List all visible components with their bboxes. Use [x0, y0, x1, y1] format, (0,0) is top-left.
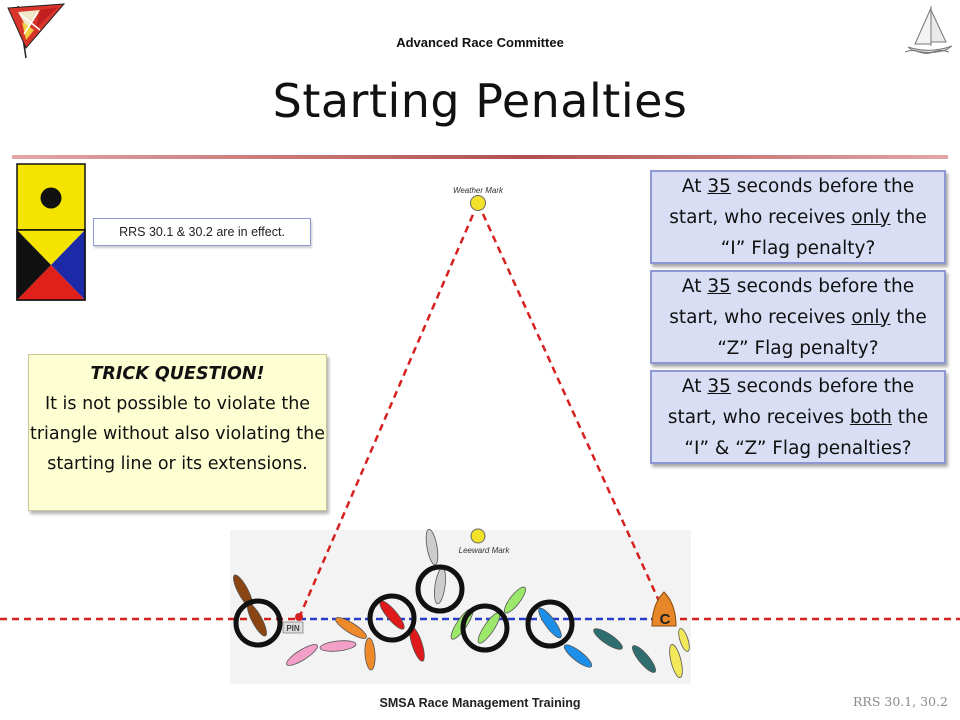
- header-label: Advanced Race Committee: [396, 35, 564, 50]
- i-flag-icon: [17, 164, 85, 230]
- question-text: At: [681, 375, 708, 397]
- question-text: seconds before the start, who receives: [669, 175, 915, 228]
- pin-end-marker-icon: [295, 613, 303, 621]
- question-text: the “I” Flag penalty?: [720, 206, 927, 259]
- question-text: At: [681, 275, 708, 297]
- question-text: the “I” & “Z” Flag penalties?: [684, 406, 929, 459]
- question-emphasis: 35: [707, 375, 731, 397]
- question-box-z-flag: [650, 270, 946, 364]
- question-emphasis: only: [851, 306, 891, 328]
- trick-question-title: TRICK QUESTION!: [90, 364, 265, 384]
- leeward-mark-icon: [471, 529, 485, 543]
- question-emphasis: both: [849, 406, 892, 428]
- weather-mark-label: Weather Mark: [452, 186, 504, 195]
- question-box-i-flag: [650, 170, 946, 264]
- club-burgee-logo: [8, 4, 64, 58]
- question-text: seconds before the start, who receives: [669, 275, 915, 328]
- leeward-mark-label: Leeward Mark: [458, 546, 510, 555]
- question-text: At: [681, 175, 708, 197]
- question-emphasis: 35: [707, 175, 731, 197]
- weather-mark-icon: [471, 196, 486, 211]
- pin-label: PIN: [286, 624, 300, 633]
- question-box-both-flags: [650, 370, 946, 464]
- footer-rule-reference: RRS 30.1, 30.2: [853, 694, 948, 709]
- question-emphasis: only: [851, 206, 891, 228]
- sailboat-logo: [905, 6, 952, 54]
- trick-question-body: It is not possible to violate the triangle without also violating the starting line or its extensions.: [29, 394, 326, 474]
- page-title: Starting Penalties: [272, 74, 688, 128]
- z-flag-icon: [17, 230, 85, 300]
- rrs-note: RRS 30.1 & 30.2 are in effect.: [93, 218, 311, 246]
- footer-label: SMSA Race Management Training: [379, 696, 581, 710]
- committee-boat-label: C: [659, 611, 671, 628]
- question-emphasis: 35: [707, 275, 731, 297]
- question-text: seconds before the start, who receives: [667, 375, 915, 428]
- question-text: the “Z” Flag penalty?: [717, 306, 927, 359]
- trick-question-box: [28, 354, 327, 511]
